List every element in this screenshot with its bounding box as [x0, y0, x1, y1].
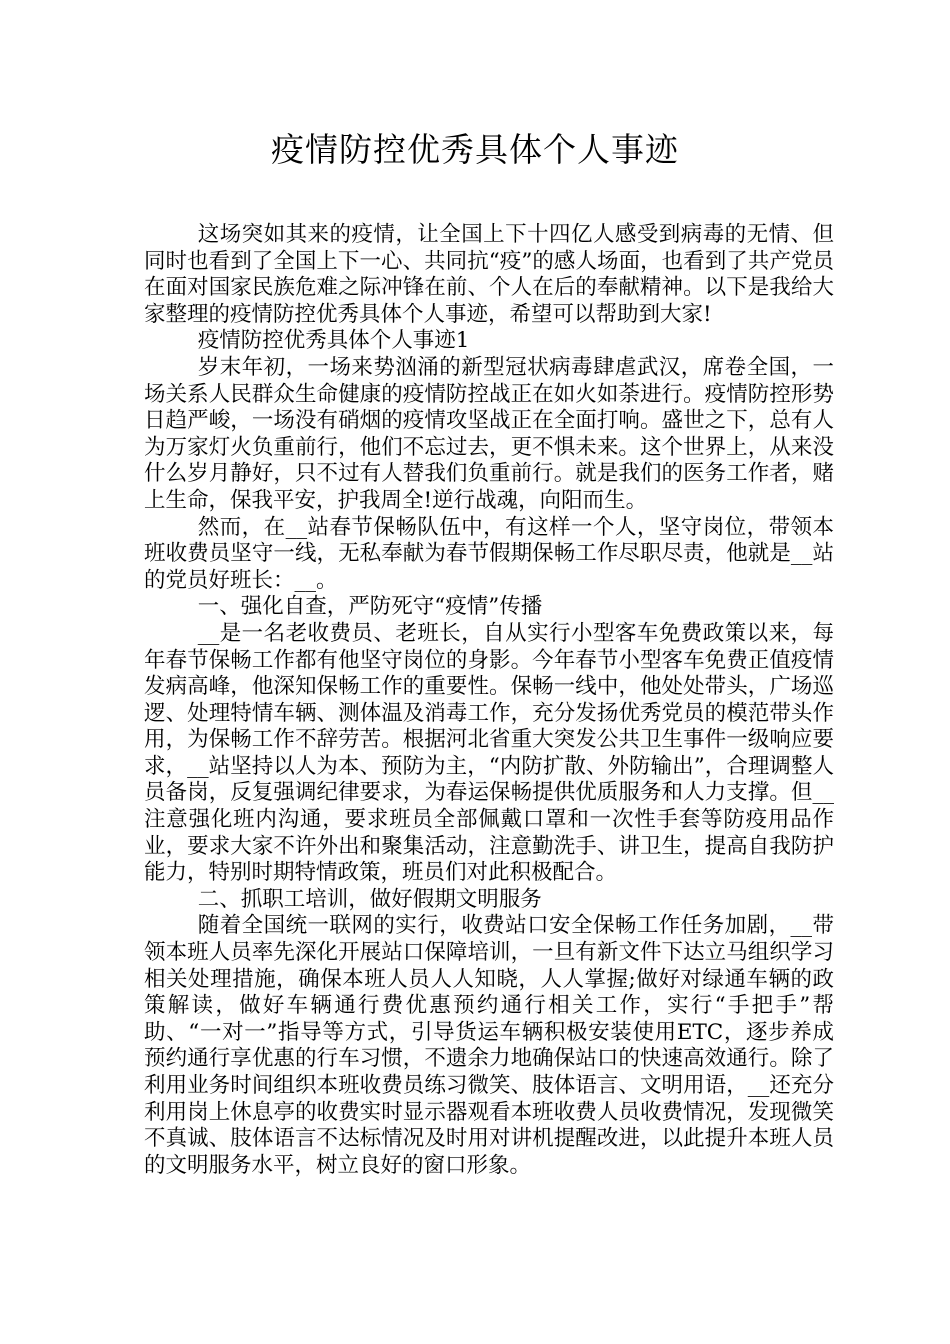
body-paragraph: 岁末年初，一场来势汹涌的新型冠状病毒肆虐武汉，席卷全国，一场关系人民群众生命健康的疫情防控战正在如火如荼进行。疫情防控形势日趋严峻，一场没有硝烟的疫情攻坚战正在全面打响。盛世之下，总有人为万家灯火负重前行，他们不忘过去，更不惧未来。这个世界上，从来没什么岁月静好，只不过有人替我们负重前行。就是我们的医务工作者，赌上生命，保我平安，护我周全!逆行战魂，向阳而生。 [144, 354, 834, 513]
subheading-two: 二、抓职工培训，做好假期文明服务 [197, 886, 542, 912]
document-title: 疫情防控优秀具体个人事迹 [271, 130, 679, 169]
body-paragraph: 然而，在__站春节保畅队伍中，有这样一个人，坚守岗位，带领本班收费员坚守一线，无私奉献为春节假期保畅工作尽职尽责，他就是__站的党员好班长：__。 [144, 514, 834, 593]
intro-paragraph: 这场突如其来的疫情，让全国上下十四亿人感受到病毒的无情、但同时也看到了全国上下一心、共同抗“疫”的感人场面，也看到了共产党员在面对国家民族危难之际冲锋在前、个人在后的奉献精神。以下是我给大家整理的疫情防控优秀具体个人事迹，希望可以帮助到大家! [144, 222, 834, 327]
subheading-one: 一、强化自查，严防死守“疫情”传播 [197, 594, 543, 620]
section-heading-deed-1: 疫情防控优秀具体个人事迹1 [197, 328, 470, 354]
body-paragraph: __是一名老收费员、老班长，自从实行小型客车免费政策以来，每年春节保畅工作都有他坚守岗位的身影。今年春节小型客车免费正值疫情发病高峰，他深知保畅工作的重要性。保畅一线中，他处处带头，广场巡逻、处理特情车辆、测体温及消毒工作，充分发扬优秀党员的模范带头作用，为保畅工作不辞劳苦。根据河北省重大突发公共卫生事件一级响应要求，__站坚持以人为本、预防为主，“内防扩散、外防输出”，合理调整人员备岗，反复强调纪律要求，为春运保畅提供优质服务和人力支撑。但__注意强化班内沟通，要求班员全部佩戴口罩和一次性手套等防疫用品作业，要求大家不许外出和聚集活动，注意勤洗手、讲卫生，提高自我防护能力，特别时期特情政策，班员们对此积极配合。 [144, 620, 834, 886]
body-paragraph: 随着全国统一联网的实行，收费站口安全保畅工作任务加剧，__带领本班人员率先深化开展站口保障培训，一旦有新文件下达立马组织学习相关处理措施，确保本班人员人人知晓，人人掌握;做好对绿通车辆的政策解读，做好车辆通行费优惠预约通行相关工作，实行“手把手”帮助、“一对一”指导等方式，引导货运车辆积极安装使用ETC，逐步养成预约通行享优惠的行车习惯，不遗余力地确保站口的快速高效通行。除了利用业务时间组织本班收费员练习微笑、肢体语言、文明用语，__还充分利用岗上休息亭的收费实时显示器观看本班收费人员收费情况，发现微笑不真诚、肢体语言不达标情况及时用对讲机提醒改进，以此提升本班人员的文明服务水平，树立良好的窗口形象。 [144, 913, 834, 1178]
document-body [144, 222, 834, 1179]
